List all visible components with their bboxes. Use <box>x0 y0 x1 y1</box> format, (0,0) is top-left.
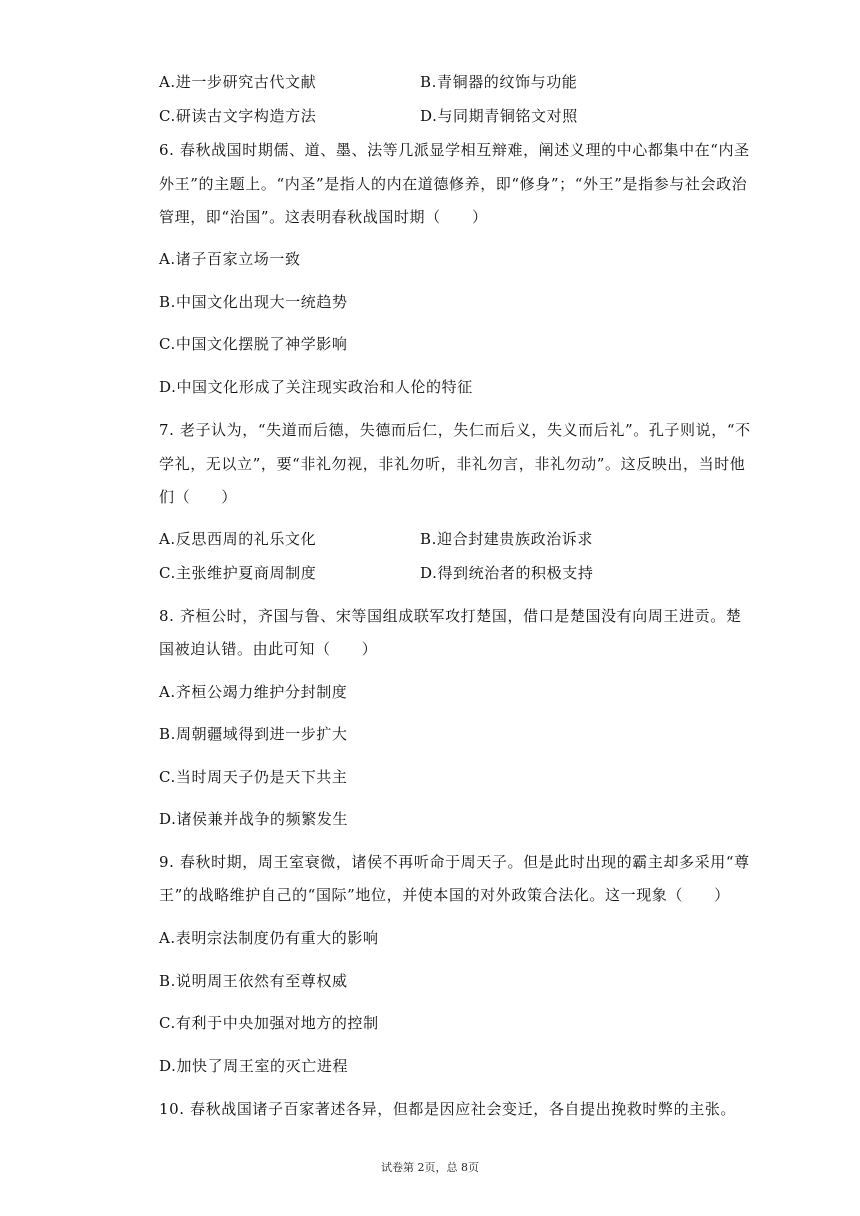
q7-option-b: B.迎合封建贵族政治诉求 <box>420 530 593 548</box>
q10-stem-line-1: 10. 春秋战国诸子百家著述各异，但都是因应社会变迁，各自提出挽救时弊的主张。 <box>159 1100 737 1118</box>
q7-option-a: A.反思西周的礼乐文化 <box>159 530 317 548</box>
q6-option-b: B.中国文化出现大一统趋势 <box>159 293 348 311</box>
q5-option-b: B.青铜器的纹饰与功能 <box>420 73 578 91</box>
q6-option-d: D.中国文化形成了关注现实政治和人伦的特征 <box>159 378 473 396</box>
q9-option-d: D.加快了周王室的灭亡进程 <box>159 1057 349 1075</box>
q7-option-c: C.主张维护夏商周制度 <box>159 564 317 582</box>
q9-stem-line-2: 王”的战略维护自己的“国际”地位，并使本国的对外政策合法化。这一现象（ ） <box>159 886 730 904</box>
q8-option-d: D.诸侯兼并战争的频繁发生 <box>159 810 349 828</box>
q8-stem-line-1: 8. 齐桓公时，齐国与鲁、宋等国组成联军攻打楚国，借口是楚国没有向周王进贡。楚 <box>159 607 742 625</box>
q6-option-a: A.诸子百家立场一致 <box>159 250 301 268</box>
q6-stem-line-1: 6. 春秋战国时期儒、道、墨、法等几派显学相互辩难，阐述义理的中心都集中在“内圣 <box>159 141 750 159</box>
q5-option-d: D.与同期青铜铭文对照 <box>420 107 578 125</box>
q6-stem-line-2: 外王”的主题上。“内圣”是指人的内在道德修养，即“修身”；“外王”是指参与社会政治 <box>159 175 748 193</box>
q6-stem-line-3: 管理，即“治国”。这表明春秋战国时期（ ） <box>159 208 488 226</box>
page-footer: 试卷第 2页，总 8页 <box>381 1161 479 1174</box>
q7-stem-line-2: 学礼，无以立”，要“非礼勿视，非礼勿听，非礼勿言，非礼勿动”。这反映出，当时他 <box>159 455 746 473</box>
q5-option-a: A.进一步研究古代文献 <box>159 73 317 91</box>
q6-option-c: C.中国文化摆脱了神学影响 <box>159 335 348 353</box>
q8-stem-line-2: 国被迫认错。由此可知（ ） <box>159 640 378 658</box>
q9-option-a: A.表明宗法制度仍有重大的影响 <box>159 929 379 947</box>
q9-option-b: B.说明周王依然有至尊权威 <box>159 972 348 990</box>
q8-option-a: A.齐桓公竭力维护分封制度 <box>159 683 348 701</box>
q7-option-d: D.得到统治者的积极支持 <box>420 564 594 582</box>
q8-option-c: C.当时周天子仍是天下共主 <box>159 768 348 786</box>
q7-stem-line-1: 7. 老子认为，“失道而后德，失德而后仁，失仁而后义，失义而后礼”。孔子则说，“不 <box>159 421 751 439</box>
q8-option-b: B.周朝疆域得到进一步扩大 <box>159 725 348 743</box>
q5-option-c: C.研读古文字构造方法 <box>159 107 317 125</box>
q9-option-c: C.有利于中央加强对地方的控制 <box>159 1014 379 1032</box>
q7-stem-line-3: 们（ ） <box>159 488 238 506</box>
q9-stem-line-1: 9. 春秋时期，周王室衰微，诸侯不再听命于周天子。但是此时出现的霸主却多采用“尊 <box>159 853 750 871</box>
